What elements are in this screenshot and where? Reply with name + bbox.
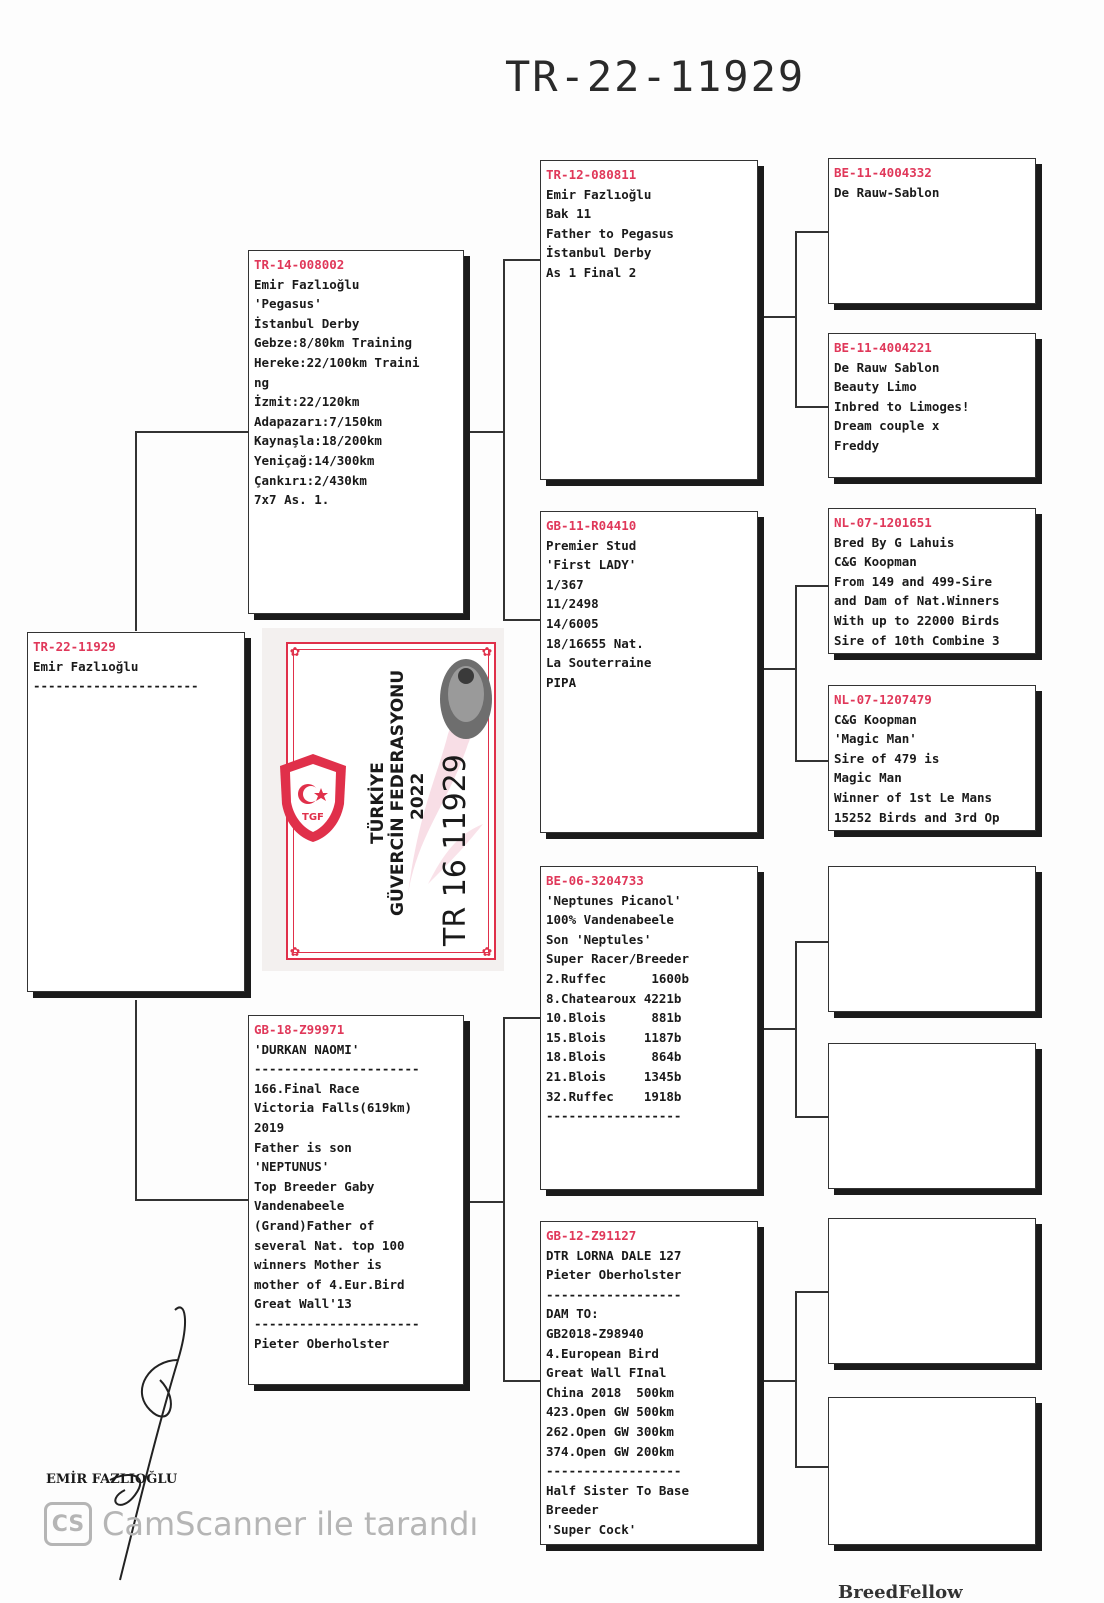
ring-number: TR-14-008002 [254, 257, 345, 272]
connector-line [763, 1380, 797, 1382]
box-line: Beauty Limo [834, 379, 917, 395]
ring-number: BE-06-3204733 [546, 873, 644, 888]
box-line: Sire of 479 is [834, 750, 940, 766]
box-line: ---------------------- [254, 1061, 420, 1077]
box-line: Victoria Falls(619km) [254, 1100, 413, 1116]
sire-box [248, 250, 464, 614]
grandparent-box [540, 866, 758, 1190]
box-line: Premier Stud [546, 537, 637, 553]
box-line: Emir Fazlıoğlu [546, 186, 652, 202]
ring-number: GB-12-Z91127 [546, 1228, 637, 1243]
connector-line [795, 1116, 828, 1118]
box-line: Super Racer/Breeder [546, 951, 689, 967]
box-line: From 149 and 499-Sire [834, 573, 993, 589]
scanner-watermark [44, 1502, 478, 1546]
box-line: 'Pegasus' [254, 296, 322, 312]
box-line: ------------------ [546, 1463, 682, 1479]
box-line: mother of 4.Eur.Bird [254, 1276, 405, 1292]
connector-line [795, 231, 828, 233]
box-line: ---------------------- [254, 1315, 420, 1331]
box-line: Sire of 10th Combine 3 [834, 632, 1000, 648]
box-line: Emir Fazlıoğlu [33, 658, 139, 674]
connector-line [469, 1201, 505, 1203]
box-line: Emir Fazlıoğlu [254, 276, 360, 292]
connector-line [763, 1028, 797, 1030]
box-line: Hereke:22/100km Traini [254, 354, 420, 370]
connector-line [469, 431, 505, 433]
dam-box [248, 1015, 464, 1385]
box-line: Father is son [254, 1139, 352, 1155]
connector-line [795, 406, 828, 408]
box-line: 18/16655 Nat. [546, 635, 644, 651]
box-line: İzmit:22/120km [254, 394, 360, 410]
connector-line [135, 431, 248, 433]
box-line: 100% Vandenabeele [546, 912, 674, 928]
box-line: Freddy [834, 437, 880, 453]
box-line: Dream couple x [834, 418, 940, 434]
camscanner-logo-icon: CS [44, 1502, 92, 1546]
box-line: 262.Open GW 300km [546, 1423, 674, 1439]
box-line: 2019 [254, 1119, 285, 1135]
box-line: 15252 Birds and 3rd Op [834, 809, 1000, 825]
box-line: 'Magic Man' [834, 731, 917, 747]
box-line: Çankırı:2/430km [254, 472, 367, 488]
connector-line [503, 1017, 540, 1019]
box-line: 'Super Cock' [546, 1521, 637, 1537]
scanner-text: CamScanner ile tarandı [102, 1505, 479, 1543]
box-line: 14/6005 [546, 615, 599, 631]
box-line: several Nat. top 100 [254, 1237, 405, 1253]
connector-line [503, 259, 505, 621]
box-line: 7x7 As. 1. [254, 492, 330, 508]
box-line: Great Wall FInal [546, 1365, 667, 1381]
box-line: 32.Ruffec 1918b [546, 1088, 682, 1104]
ring-card-number: TR 16 11929 [438, 754, 473, 946]
box-line: C&G Koopman [834, 711, 917, 727]
ring-number: BE-11-4004221 [834, 340, 932, 355]
ring-card-frame [286, 642, 496, 960]
connector-line [795, 1466, 828, 1468]
great-grandparent-box [828, 158, 1036, 304]
corner-ornament-icon: ✿ [290, 641, 300, 660]
signature-icon [90, 1300, 200, 1590]
grandparent-box [540, 160, 758, 480]
connector-line [795, 760, 828, 762]
ring-number: TR-22-11929 [33, 639, 116, 654]
ring-number: TR-12-080811 [546, 167, 637, 182]
box-line: 11/2498 [546, 596, 599, 612]
great-grandparent-box [828, 866, 1036, 1012]
box-line: 2.Ruffec 1600b [546, 970, 689, 986]
box-line: C&G Koopman [834, 554, 917, 570]
connector-line [135, 1000, 137, 1201]
box-line: Pieter Oberholster [546, 1267, 682, 1283]
ring-card [262, 628, 504, 971]
ring-number: GB-18-Z99971 [254, 1022, 345, 1037]
ring-number: BE-11-4004332 [834, 165, 932, 180]
box-line: 8.Chatearoux 4221b [546, 990, 682, 1006]
box-line: 1/367 [546, 576, 584, 592]
pigeon-photo-icon [436, 654, 496, 744]
federation-name-line2: GÜVERCİN FEDERASYONU [388, 669, 408, 916]
federation-shield-icon [278, 752, 348, 844]
box-line: Breeder [546, 1502, 599, 1518]
box-line: 10.Blois 881b [546, 1010, 682, 1026]
connector-line [503, 1017, 505, 1382]
box-line: 15.Blois 1187b [546, 1029, 682, 1045]
box-line: 18.Blois 864b [546, 1049, 682, 1065]
connector-line [795, 585, 797, 762]
box-line: 4.European Bird [546, 1345, 659, 1361]
connector-line [763, 316, 797, 318]
corner-ornament-icon: ✿ [482, 641, 492, 660]
grandparent-box [540, 1221, 758, 1545]
box-line: 374.Open GW 200km [546, 1443, 674, 1459]
ring-year: 2022 [408, 772, 428, 820]
great-grandparent-box [828, 685, 1036, 831]
box-line: Vandenabeele [254, 1198, 345, 1214]
grandparent-box [540, 511, 758, 833]
box-line: Gebze:8/80km Training [254, 335, 413, 351]
signature-name: EMİR FAZLIOĞLU [46, 1472, 178, 1487]
box-line: With up to 22000 Birds [834, 612, 1000, 628]
box-line: PIPA [546, 674, 577, 690]
box-line: Great Wall'13 [254, 1296, 352, 1312]
box-line: winners Mother is [254, 1257, 382, 1273]
connector-line [763, 668, 797, 670]
box-line: GB2018-Z98940 [546, 1325, 644, 1341]
great-grandparent-box [828, 1397, 1036, 1545]
box-line: ---------------------- [33, 678, 199, 694]
box-line: Adapazarı:7/150km [254, 413, 382, 429]
box-line: 166.Final Race [254, 1080, 360, 1096]
box-line: 'Neptunes Picanol' [546, 892, 682, 908]
great-grandparent-box [828, 1043, 1036, 1189]
box-line: De Rauw-Sablon [834, 184, 940, 200]
box-line: Son 'Neptules' [546, 931, 652, 947]
box-line: and Dam of Nat.Winners [834, 593, 1000, 609]
box-line: Winner of 1st Le Mans [834, 789, 993, 805]
box-line: Bred By G Lahuis [834, 534, 955, 550]
subject-box [27, 632, 245, 992]
box-line: La Souterraine [546, 655, 652, 671]
box-line: İstanbul Derby [546, 245, 652, 261]
connector-line [503, 619, 540, 621]
box-line: Inbred to Limoges! [834, 398, 970, 414]
connector-line [795, 1291, 828, 1293]
box-line: DAM TO: [546, 1306, 599, 1322]
connector-line [795, 585, 828, 587]
connector-line [795, 941, 797, 1118]
connector-line [135, 431, 137, 631]
box-line: Yeniçağ:14/300km [254, 452, 375, 468]
connector-line [795, 941, 828, 943]
ring-number: GB-11-R04410 [546, 518, 637, 533]
great-grandparent-box [828, 333, 1036, 478]
box-line: 'DURKAN NAOMI' [254, 1041, 360, 1057]
great-grandparent-box [828, 508, 1036, 654]
box-line: ------------------ [546, 1108, 682, 1124]
box-line: As 1 Final 2 [546, 264, 637, 280]
box-line: (Grand)Father of [254, 1217, 375, 1233]
box-line: DTR LORNA DALE 127 [546, 1247, 682, 1263]
pedigree-title: TR-22-11929 [505, 52, 806, 101]
box-line: De Rauw Sablon [834, 359, 940, 375]
box-line: 21.Blois 1345b [546, 1068, 682, 1084]
connector-line [795, 231, 797, 408]
box-line: İstanbul Derby [254, 315, 360, 331]
box-line: ng [254, 374, 270, 390]
box-line: Magic Man [834, 770, 902, 786]
connector-line [503, 1380, 540, 1382]
box-line: Pieter Oberholster [254, 1335, 390, 1351]
box-line: China 2018 500km [546, 1384, 674, 1400]
box-line: Half Sister To Base [546, 1482, 689, 1498]
box-line: 423.Open GW 500km [546, 1404, 674, 1420]
corner-ornament-icon: ✿ [482, 941, 492, 960]
box-line: 'First LADY' [546, 557, 637, 573]
federation-logo-text: TGF [302, 812, 324, 823]
connector-line [795, 1291, 797, 1468]
box-line: Bak 11 [546, 206, 592, 222]
ring-number: NL-07-1201651 [834, 515, 932, 530]
box-line: Kaynaşla:18/200km [254, 433, 382, 449]
box-line: ------------------ [546, 1286, 682, 1302]
federation-name-line1: TÜRKİYE [368, 762, 388, 844]
footer-brand: BreedFellow [838, 1582, 963, 1603]
ring-number: NL-07-1207479 [834, 692, 932, 707]
box-line: Top Breeder Gaby [254, 1178, 375, 1194]
connector-line [135, 1199, 248, 1201]
great-grandparent-box [828, 1218, 1036, 1364]
connector-line [503, 259, 540, 261]
corner-ornament-icon: ✿ [290, 941, 300, 960]
box-line: 'NEPTUNUS' [254, 1159, 330, 1175]
box-line: Father to Pegasus [546, 225, 674, 241]
